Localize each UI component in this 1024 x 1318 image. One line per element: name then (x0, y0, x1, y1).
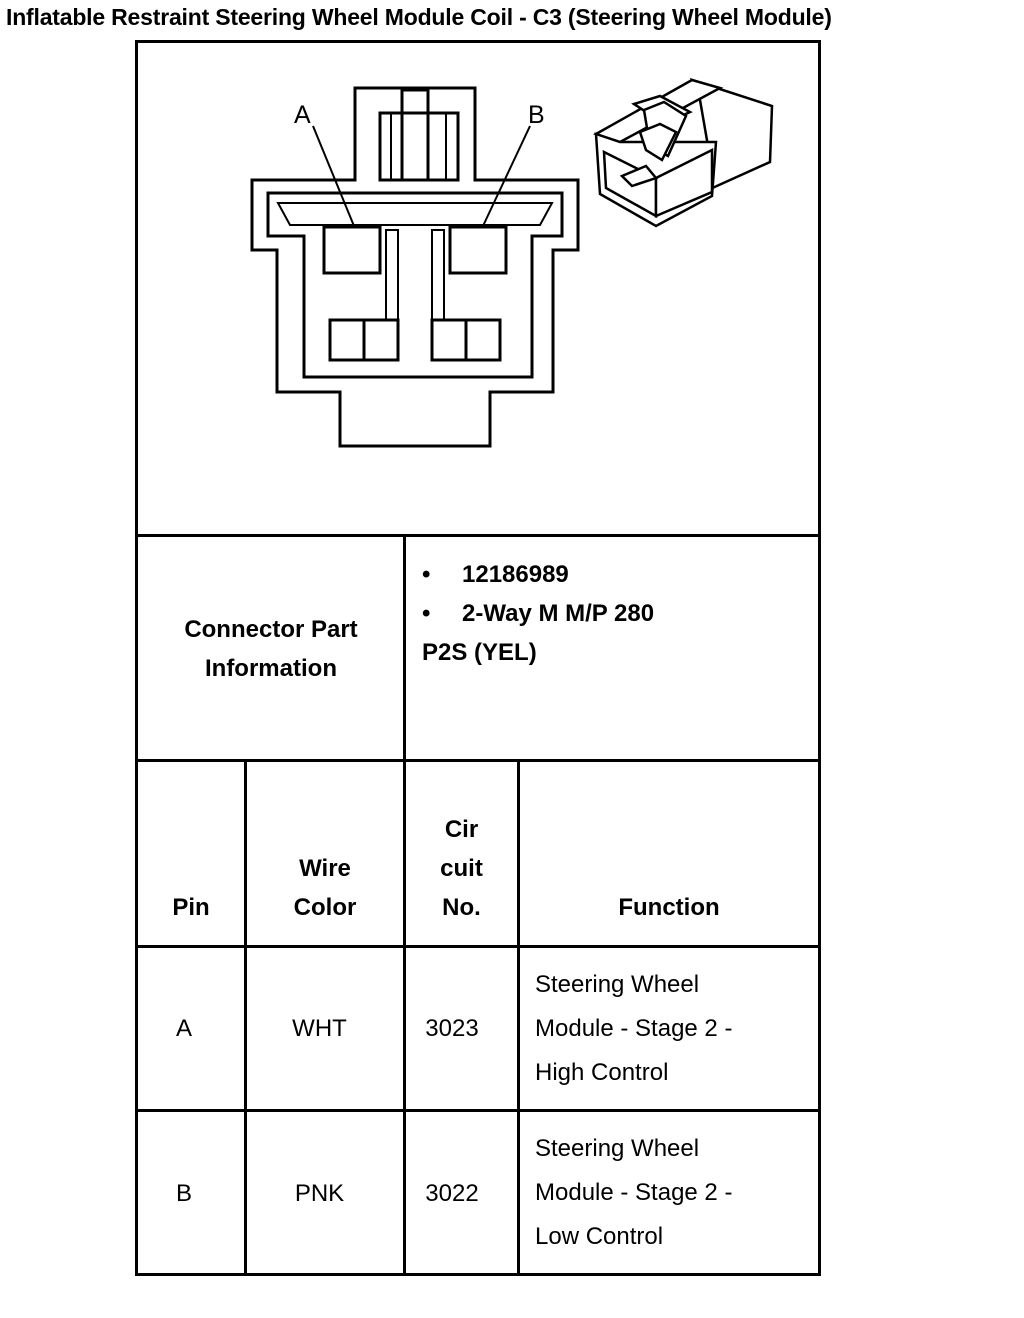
table-row-wire-color: PNK (294, 1180, 345, 1207)
pin-label-b: B (528, 101, 545, 129)
header-function: Function (618, 894, 720, 921)
connector-isometric-view (596, 80, 772, 226)
connector-description: 2-Way M M/P 280 (462, 600, 655, 627)
table-row-wire-color: WHT (292, 1014, 347, 1042)
table-row-function: Steering Wheel Module - Stage 2 - High Control (535, 971, 733, 1086)
pin-label-a: A (294, 101, 311, 129)
header-pin: Pin (172, 894, 210, 921)
connector-face-diagram (0, 0, 1024, 540)
header-circuit: Cir cuit No. (440, 816, 483, 921)
page-title: Inflatable Restraint Steering Wheel Module Coil - C3 (Steering Wheel Module) (6, 4, 832, 30)
table-row-circuit: 3023 (425, 1014, 479, 1042)
table-row-pin: A (175, 1014, 192, 1042)
table-row-pin: B (175, 1180, 192, 1207)
connector-info-label: Connector Part Information (184, 616, 358, 682)
connector-info-list: • 12186989 • 2-Way M M/P 280 P2S (YEL) (422, 561, 655, 666)
part-number: 12186989 (462, 561, 569, 588)
table-row-function: Steering Wheel Module - Stage 2 - Low Control (535, 1135, 733, 1250)
header-wire-color: Wire Color (293, 855, 357, 921)
table-row-circuit: 3022 (425, 1180, 479, 1207)
divider-diagram (135, 534, 821, 537)
